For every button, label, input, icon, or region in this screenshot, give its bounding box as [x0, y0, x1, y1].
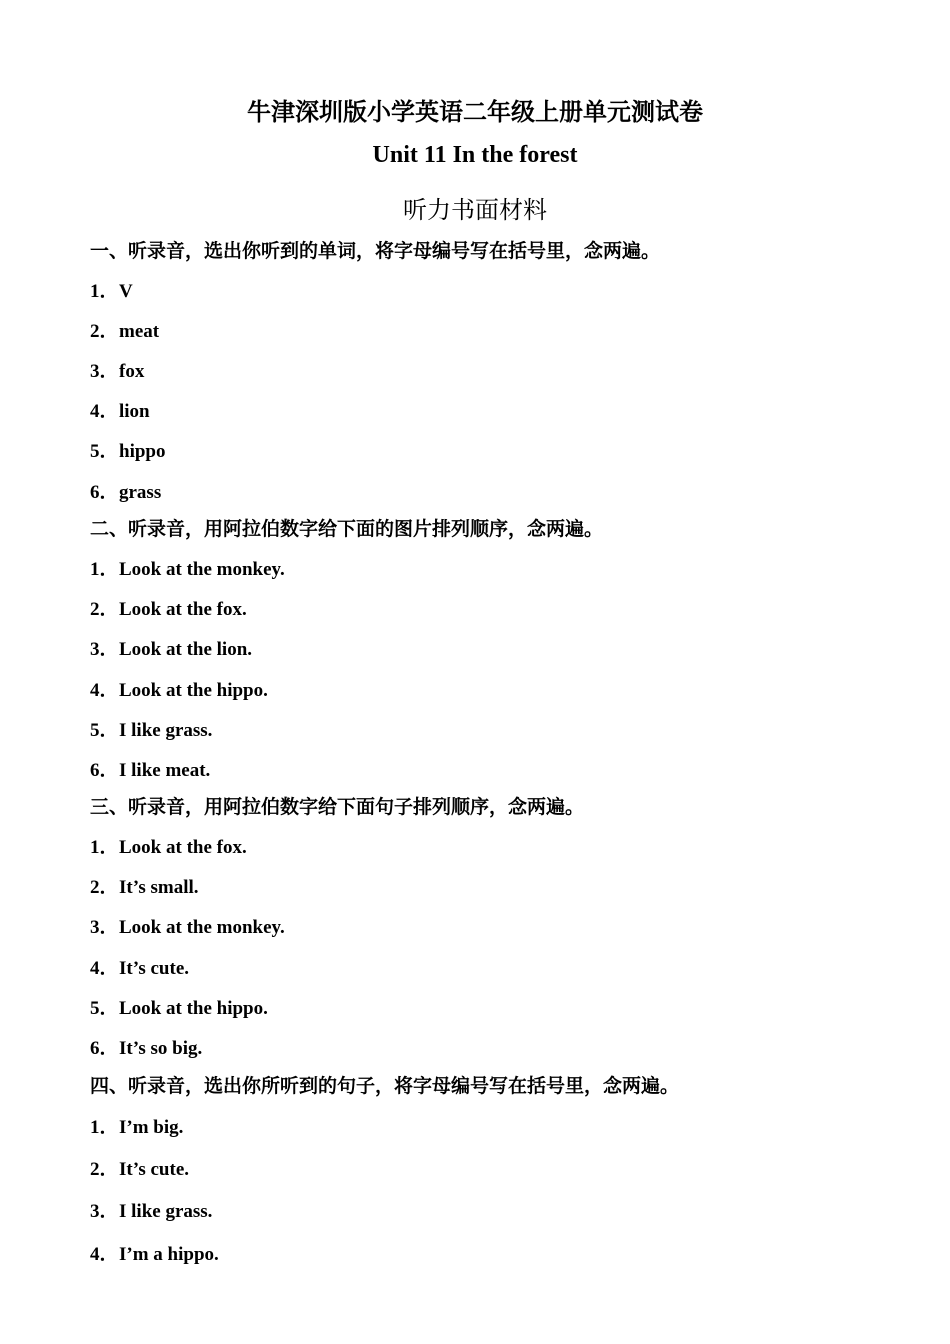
list-item — [90, 715, 212, 742]
item-number: 6． — [90, 482, 119, 503]
list-item — [90, 1033, 202, 1060]
item-text: I like grass. — [119, 720, 213, 741]
item-text: Look at the fox. — [119, 837, 247, 858]
item-text: Look at the monkey. — [119, 559, 285, 580]
item-text: Look at the hippo. — [119, 680, 268, 701]
list-item — [90, 477, 161, 504]
item-number: 1． — [90, 1117, 119, 1138]
list-item — [90, 1196, 212, 1223]
item-text: hippo — [119, 441, 166, 462]
item-text: grass — [119, 482, 162, 503]
item-number: 3． — [90, 917, 119, 938]
list-item — [90, 755, 210, 782]
list-item — [90, 436, 165, 463]
item-text: lion — [119, 401, 150, 422]
item-number: 5． — [90, 998, 119, 1019]
document-subtitle: 听力书面材料 — [403, 196, 547, 224]
section-heading-2: 二、听录音，用阿拉伯数字给下面的图片排列顺序，念两遍。 — [90, 518, 604, 540]
item-text: Look at the fox. — [119, 599, 247, 620]
item-number: 1． — [90, 559, 119, 580]
list-item — [90, 1112, 183, 1139]
item-number: 3． — [90, 639, 119, 660]
section-heading-4: 四、听录音，选出你所听到的句子，将字母编号写在括号里，念两遍。 — [90, 1075, 680, 1097]
list-item — [90, 953, 189, 980]
list-item — [90, 396, 150, 423]
item-text: meat — [119, 321, 160, 342]
section-heading-3: 三、听录音，用阿拉伯数字给下面句子排列顺序，念两遍。 — [90, 796, 585, 818]
item-number: 2． — [90, 599, 119, 620]
list-item — [90, 832, 247, 859]
item-number: 3． — [90, 361, 119, 382]
item-text: I like grass. — [119, 1201, 213, 1222]
item-text: It’s so big. — [119, 1038, 203, 1059]
item-number: 1． — [90, 837, 119, 858]
item-text: fox — [119, 361, 145, 382]
item-number: 2． — [90, 877, 119, 898]
list-item — [90, 1154, 189, 1181]
list-item — [90, 356, 144, 383]
item-text: I like meat. — [119, 760, 211, 781]
list-item — [90, 316, 159, 343]
item-number: 1． — [90, 281, 119, 302]
list-item — [90, 554, 285, 581]
item-text: It’s cute. — [119, 1159, 189, 1180]
item-text: V — [119, 281, 133, 302]
unit-title: Unit 11 In the forest — [372, 142, 578, 168]
item-number: 4． — [90, 1244, 119, 1265]
list-item — [90, 276, 133, 303]
list-item — [90, 872, 199, 899]
item-number: 2． — [90, 1159, 119, 1180]
item-number: 6． — [90, 1038, 119, 1059]
document-title: 牛津深圳版小学英语二年级上册单元测试卷 — [247, 97, 703, 126]
item-text: Look at the lion. — [119, 639, 253, 660]
list-item — [90, 1239, 219, 1266]
item-number: 2． — [90, 321, 119, 342]
item-text: Look at the monkey. — [119, 917, 285, 938]
item-text: Look at the hippo. — [119, 998, 268, 1019]
item-number: 5． — [90, 441, 119, 462]
list-item — [90, 634, 252, 661]
item-number: 4． — [90, 401, 119, 422]
item-number: 5． — [90, 720, 119, 741]
item-text: It’s small. — [119, 877, 199, 898]
list-item — [90, 993, 268, 1020]
item-text: I’m big. — [119, 1117, 184, 1138]
item-number: 4． — [90, 680, 119, 701]
list-item — [90, 675, 268, 702]
list-item — [90, 594, 247, 621]
list-item — [90, 912, 285, 939]
item-number: 4． — [90, 958, 119, 979]
item-number: 3． — [90, 1201, 119, 1222]
item-text: I’m a hippo. — [119, 1244, 219, 1265]
item-text: It’s cute. — [119, 958, 189, 979]
section-heading-1: 一、听录音，选出你听到的单词，将字母编号写在括号里，念两遍。 — [90, 240, 661, 262]
item-number: 6． — [90, 760, 119, 781]
